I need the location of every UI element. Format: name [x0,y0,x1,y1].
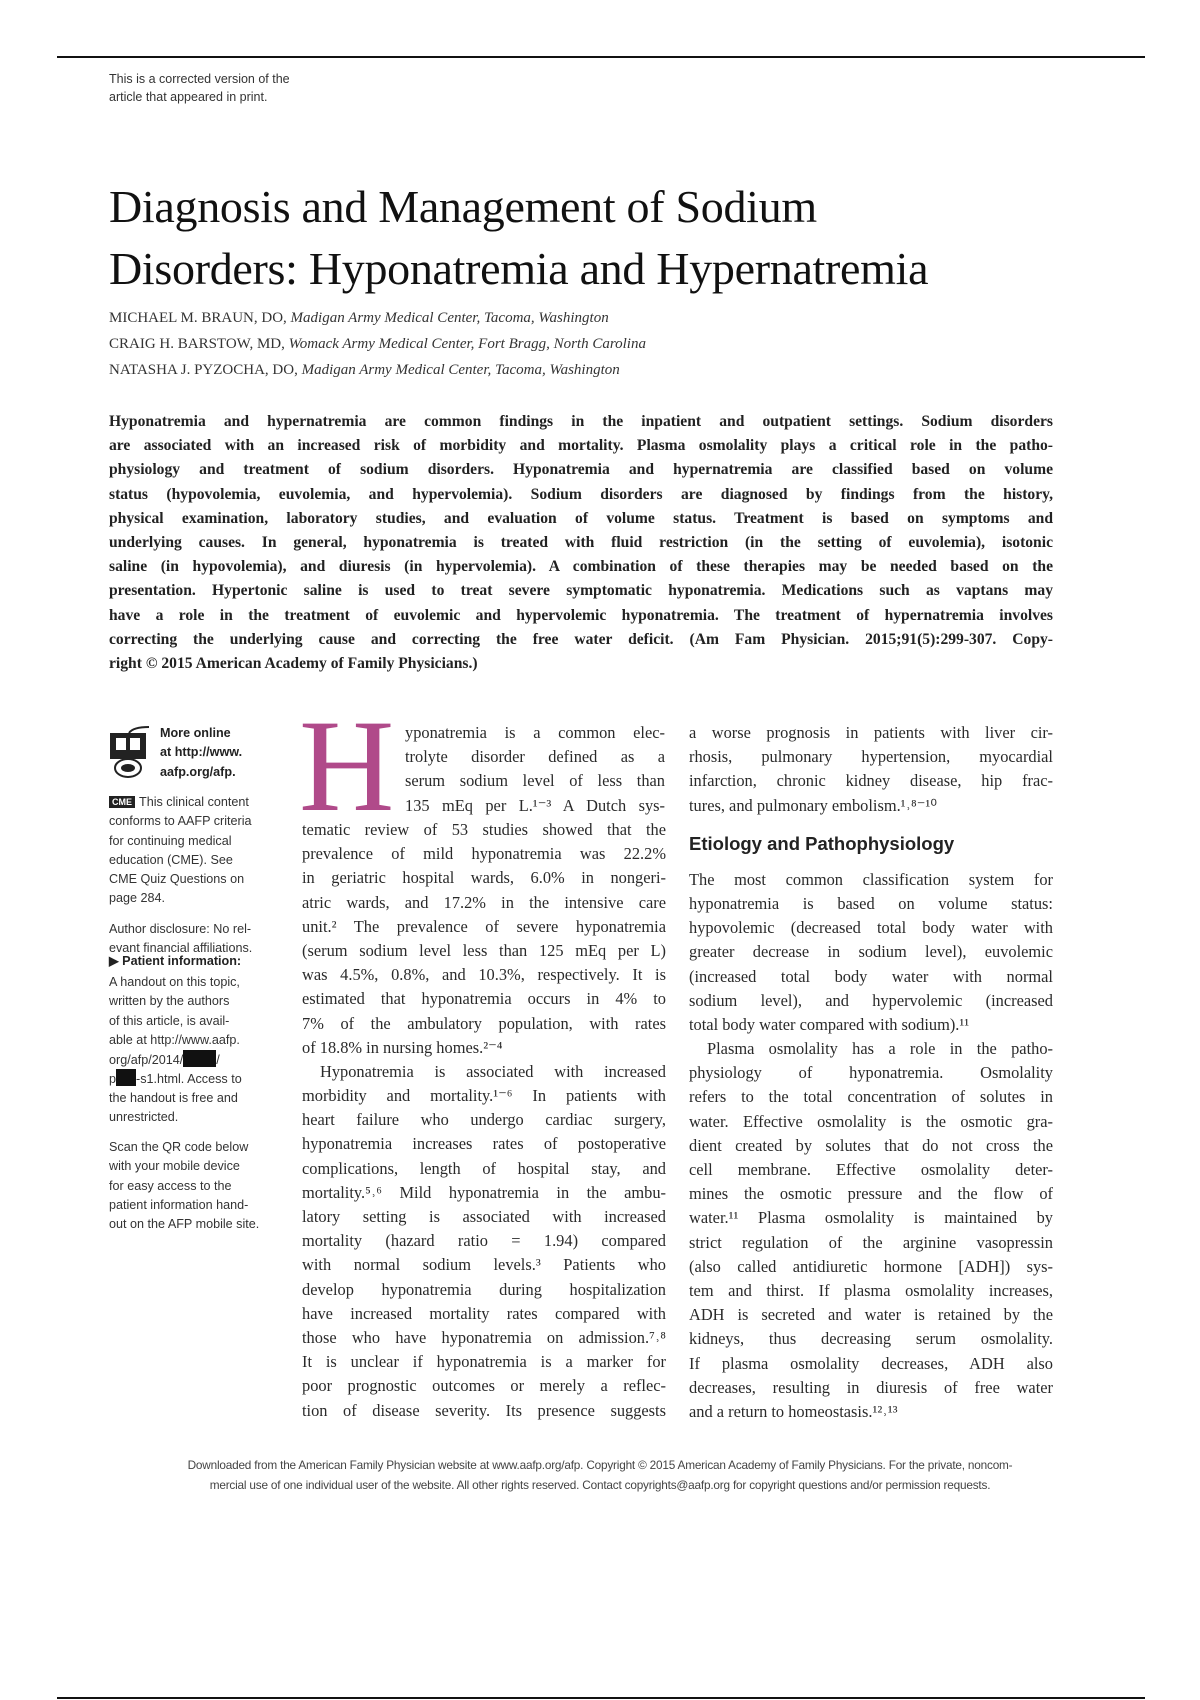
text-line: total body water compared with sodium).¹¹ [689,1014,970,1034]
handout-url-part[interactable]: org/afp/2014/ [109,1053,184,1068]
text-line: at http://www. [160,745,243,760]
text-line: physiology of hyponatremia. Osmolality [689,1063,1053,1083]
top-rule [57,56,1145,58]
text-line: tures, and pulmonary embolism.¹˒⁸⁻¹⁰ [689,795,937,815]
cme-badge: CME [109,796,135,808]
qr-note [109,1138,284,1234]
drop-cap: H [299,692,395,839]
text-line: CME Quiz Questions on [109,872,245,887]
text-line: trolyte disorder defined as a [405,747,665,767]
text-line: status (hypovolemia, euvolemia, and hypervolemia). Sodium disorders are diagnosed by findings from the history, [109,485,1053,503]
text-line: serum sodium level of less than [405,771,665,791]
text-line: able at http://www.aafp. [109,1032,240,1047]
text-line: poor prognostic outcomes or merely a reflec- [302,1376,666,1396]
text-line: have a role in the treatment of euvolemic and hypervolemic hyponatremia. The treatment of hypernatremia involves [109,606,1053,624]
body-column-2 [689,721,1053,1424]
text-line: refers to the total concentration of solutes in [689,1087,1053,1107]
text-line: cell membrane. Effective osmolality deter- [689,1160,1053,1179]
redaction-box [116,1069,136,1086]
text-line: heart failure who undergo cardiac surgery, [302,1110,666,1130]
title-line: Disorders: Hyponatremia and Hypernatremia [109,243,929,294]
cme-note [109,793,284,909]
text-line: atric wards, and 17.2% in the intensive care [302,892,666,912]
text-line: morbidity and mortality.¹⁻⁶ In patients with [302,1086,666,1106]
text-line: 7% of the ambulatory population, with rates [302,1013,666,1033]
footer-line: mercial use of one individual user of the website. All other rights reserved. Contact copyrights@aafp.org for copyright questions and/or permission requests. [209,1478,991,1492]
text-line: unit.² The prevalence of severe hyponatremia [302,916,666,936]
text-line: the handout is free and [109,1090,238,1105]
author [109,331,646,357]
handout-note [109,973,284,1127]
paragraph [689,868,1053,1037]
text-line: physiology and treatment of sodium disorders. Hyponatremia and hypernatremia are classified based on volume [109,461,1053,479]
handout-url-line[interactable] [109,1050,284,1069]
text-line: Scan the QR code below [109,1140,249,1154]
text-line: A handout on this topic, [109,975,240,989]
text-line: kidneys, thus decreasing serum osmolality. [689,1329,1053,1349]
text-line: More online [160,726,231,740]
text-line: tion of disease severity. Its presence suggests [302,1400,666,1420]
section-heading: Etiology and Pathophysiology [689,832,955,854]
text-line: (also called antidiuretic hormone [ADH]) sys- [689,1256,1053,1276]
text-line: dient created by solutes that do not cross the [689,1135,1053,1155]
text-line: a worse prognosis in patients with liver cir- [689,723,1053,742]
text-line: infarction, chronic kidney disease, hip frac- [689,771,1053,791]
text-line: presentation. Hypertonic saline is used to treat severe symptomatic hyponatremia. Medications such as vaptans may [109,582,1053,600]
text-line: correcting the underlying cause and correcting the free water deficit. (Am Fam Physician. 2015;91(5):299-307. Copy- [109,630,1053,648]
correction-note-line: This is a corrected version of the [109,72,290,86]
text-line: The most common classification system for [689,869,1053,889]
abstract [109,410,1053,676]
handout-url-part[interactable]: -s1.html. Access to [136,1072,242,1087]
text-line: unrestricted. [109,1110,179,1125]
author [109,357,646,383]
text-line: yponatremia is a common elec- [405,723,665,742]
text-line: conforms to AAFP criteria [109,814,252,829]
text-line: (serum sodium level less than 125 mEq per L) [302,940,666,960]
text-line: tem and thirst. If plasma osmolality increases, [689,1280,1053,1300]
cme-line [109,793,284,812]
text-line: (increased total body water with normal [689,966,1053,986]
paragraph [302,1060,666,1423]
more-online-icon [109,725,151,779]
handout-url-part[interactable]: / [216,1053,220,1068]
text-line: ADH is secreted and water is retained by the [689,1305,1053,1325]
text-line: hyponatremia increases rates of postoperative [302,1134,666,1154]
patient-info-heading-text: ▶ Patient information: [109,954,242,968]
text-line: estimated that hyponatremia occurs in 4% to [302,989,666,1009]
text-line: physical examination, laboratory studies, and evaluation of volume status. Treatment is based on symptoms and [109,509,1053,527]
text-line: aafp.org/afp. [160,764,236,779]
author-name: MICHAEL M. BRAUN, DO, [109,310,287,326]
text-line: was 4.5%, 0.8%, and 10.3%, respectively. It is [302,965,666,985]
author-affiliation: Madigan Army Medical Center, Tacoma, Washington [290,310,609,326]
bottom-rule [57,1697,1145,1699]
text-line: prevalence of mild hyponatremia was 22.2% [302,844,666,864]
author-affiliation: Madigan Army Medical Center, Tacoma, Washington [301,362,620,378]
text-line: If plasma osmolality decreases, ADH also [689,1353,1053,1373]
text-line: mortality.⁵˒⁶ Mild hyponatremia in the ambu- [302,1182,666,1202]
text-line: rhosis, pulmonary hypertension, myocardial [689,747,1053,767]
text-line: decreases, resulting in diuresis of free water [689,1377,1053,1397]
author-name: CRAIG H. BARSTOW, MD, [109,336,285,352]
handout-url-line[interactable] [109,1069,284,1088]
text-line: hypovolemic (decreased total body water with [689,918,1053,938]
text-line: hyponatremia is based on volume status: [689,893,1053,913]
paragraph [689,721,1053,818]
text-line: those who have hyponatremia on admission.⁷˒⁸ [302,1327,666,1347]
text-line: Plasma osmolality has a role in the patho- [707,1039,1053,1059]
text-line: of this article, is avail- [109,1013,230,1028]
author-name: NATASHA J. PYZOCHA, DO, [109,362,298,378]
handout-url-part[interactable]: p [109,1072,117,1087]
redaction-box [183,1050,216,1067]
handout-end-lines [109,1089,284,1128]
text-line: mortality (hazard ratio = 1.94) compared [302,1231,666,1251]
text-line: Hyponatremia is associated with increased [320,1061,666,1081]
patient-info-heading [109,952,284,971]
copyright-footer [0,1455,1200,1495]
text-line: with your mobile device [109,1159,240,1174]
text-line: complications, length of hospital stay, and [302,1158,666,1178]
text-line: latory setting is associated with increased [302,1207,666,1226]
text-line: underlying causes. In general, hyponatremia is treated with fluid restriction (in the setting of euvolemia), isotonic [109,533,1053,551]
text-line: sodium level), and hypervolemic (increased [689,990,1053,1010]
text-line: saline (in hypovolemia), and diuresis (in hypervolemia). A combination of these therapies may be needed based on the [109,558,1053,576]
text-line: in geriatric hospital wards, 6.0% in nongeri- [302,868,666,888]
text-line: It is unclear if hyponatremia is a marker for [302,1352,666,1372]
text-line: water.¹¹ Plasma osmolality is maintained by [689,1208,1053,1228]
text-line: education (CME). See [109,852,233,867]
author-list [109,305,646,383]
text-line: of 18.8% in nursing homes.²⁻⁴ [302,1037,503,1057]
text-line: develop hyponatremia during hospitalization [302,1279,666,1299]
cme-rest [109,812,284,908]
text-line: mines the osmotic pressure and the flow of [689,1184,1053,1204]
title-line: Diagnosis and Management of Sodium [109,181,817,232]
footer-line: Downloaded from the American Family Physician website at www.aafp.org/afp. Copyright © 2015 American Academy of Family Physicians. For the private, noncom- [187,1458,1013,1472]
author [109,305,646,331]
paragraph [302,818,666,1060]
correction-note-line: article that appeared in print. [109,90,268,104]
dropcap-lines [405,721,665,818]
text-line: out on the AFP mobile site. [109,1217,260,1232]
text-line: Author disclosure: No rel- [109,922,252,936]
text-line: with normal sodium levels.³ Patients who [302,1255,666,1275]
author-affiliation: Womack Army Medical Center, Fort Bragg, North Carolina [288,336,646,352]
text-line: 135 mEq per L.¹⁻³ A Dutch sys- [405,795,665,815]
text-line: written by the authors [109,994,230,1009]
body-column-1 [302,818,666,1423]
correction-note [109,70,290,106]
text-line: Hyponatremia and hypernatremia are common findings in the inpatient and outpatient settings. Sodium disorders [109,413,1053,430]
text-line: evant financial affiliations. [109,941,253,956]
text-line: patient information hand- [109,1197,249,1212]
text-line: right © 2015 American Academy of Family Physicians.) [109,654,478,672]
handout-lines [109,973,284,1050]
text-line: greater decrease in sodium level), euvolemic [689,942,1053,962]
paragraph [689,1037,1053,1424]
text-line: and a return to homeostasis.¹²˒¹³ [689,1401,898,1421]
text-line: page 284. [109,891,166,906]
text-line: have increased mortality rates compared with [302,1303,666,1323]
cme-text: This clinical content [139,795,249,809]
text-line: for continuing medical [109,833,232,848]
text-line: tematic review of 53 studies showed that the [302,820,666,839]
text-line: strict regulation of the arginine vasopressin [689,1232,1053,1252]
article-title [109,176,1109,300]
text-line: water. Effective osmolality is the osmotic gra- [689,1111,1053,1131]
text-line: are associated with an increased risk of morbidity and mortality. Plasma osmolality plays a critical role in the patho- [109,437,1053,455]
text-line: for easy access to the [109,1178,232,1193]
